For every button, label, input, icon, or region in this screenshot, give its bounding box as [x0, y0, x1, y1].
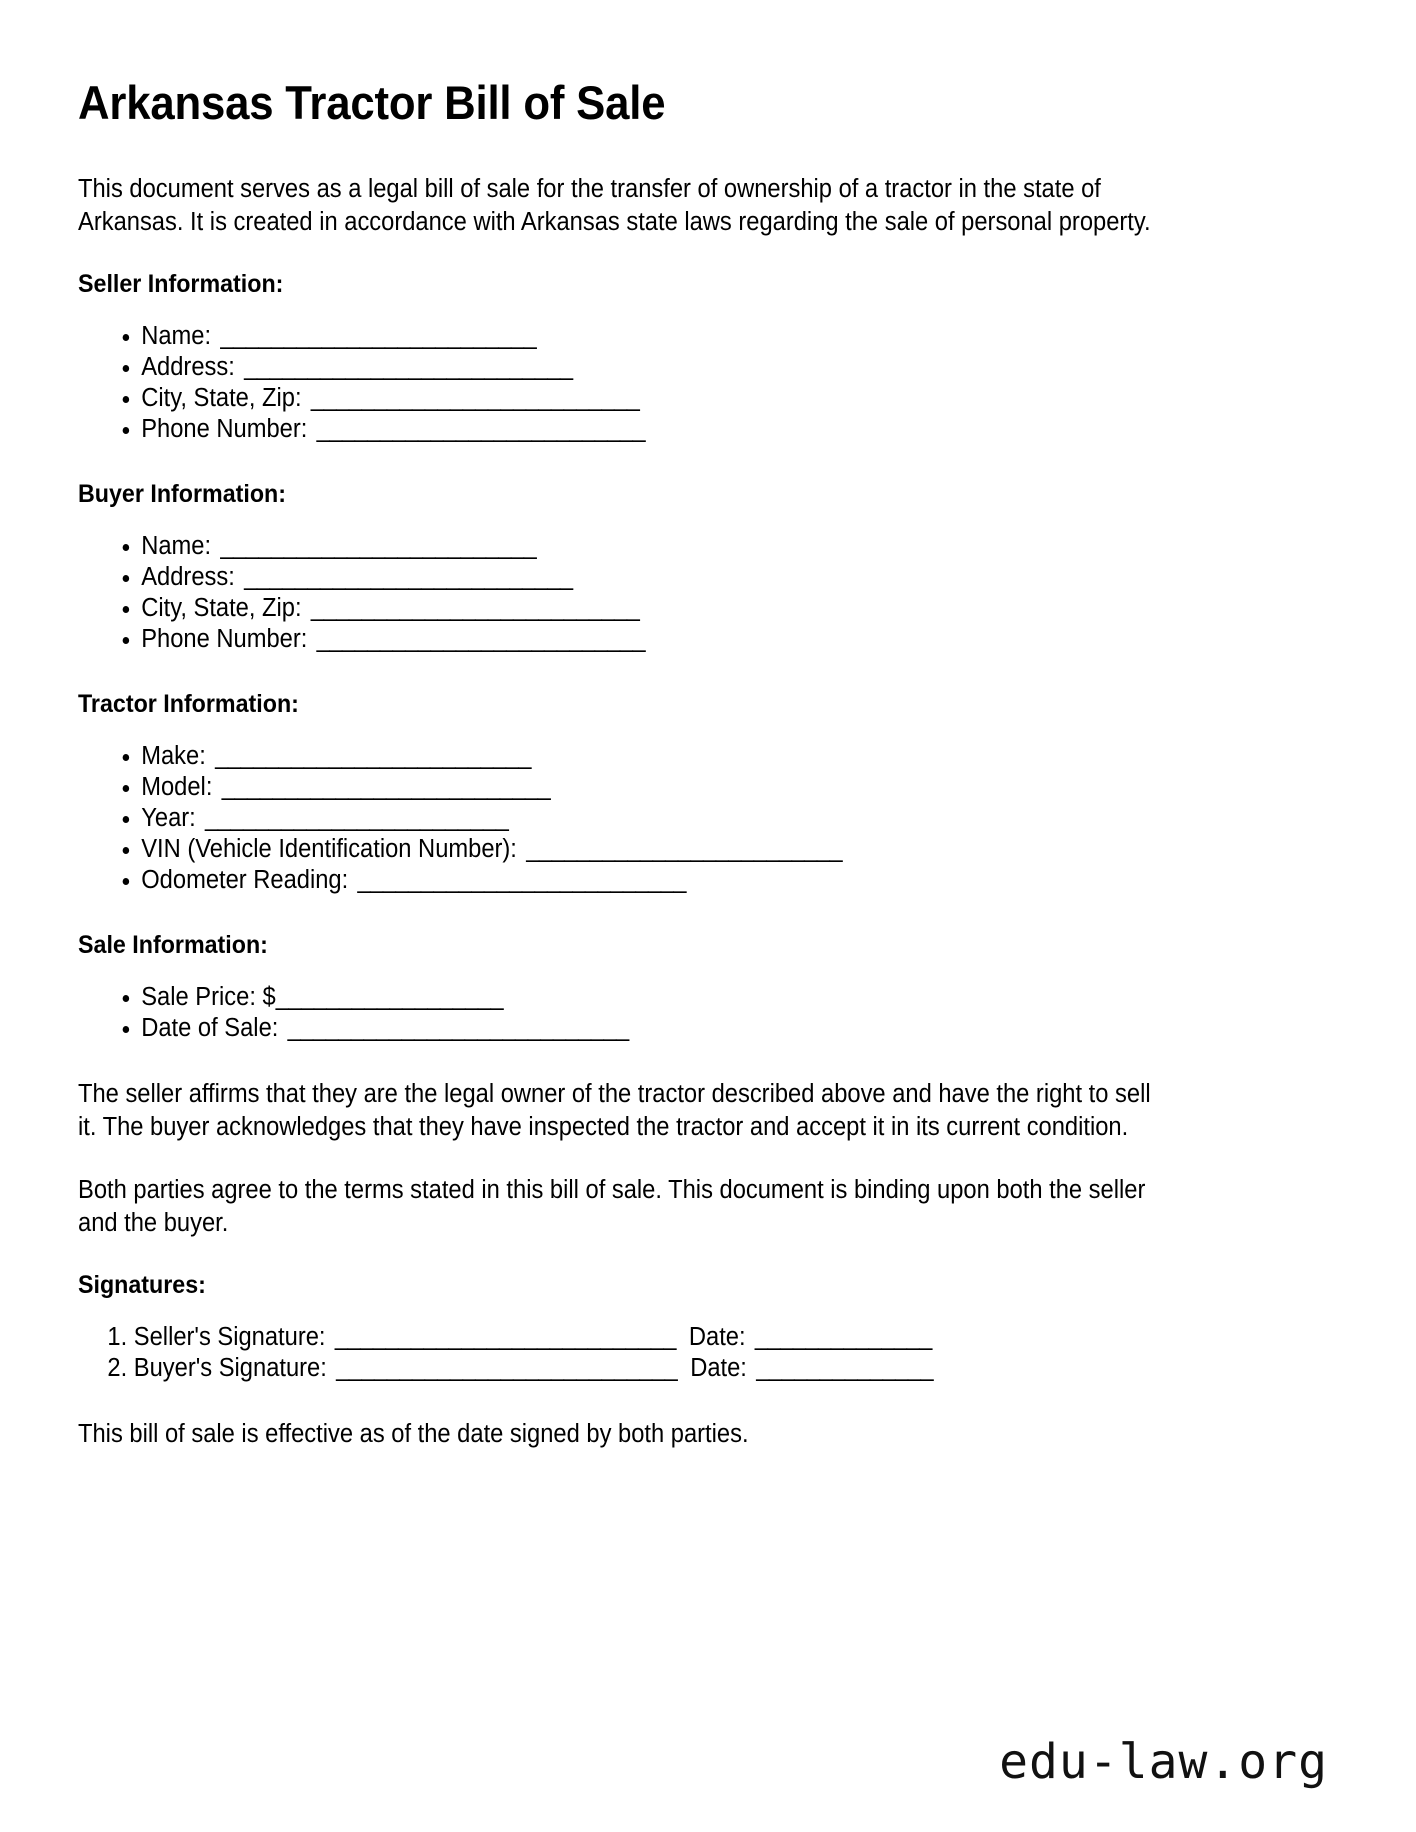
list-item — [141, 593, 1279, 624]
field-label: City, State, Zip: — [141, 383, 302, 412]
date-label: Date: — [690, 1354, 747, 1383]
list-item — [141, 803, 1279, 834]
tractor-information-heading: Tractor Information: — [78, 689, 299, 718]
document-body — [78, 78, 1370, 1451]
intro-paragraph: This document serves as a legal bill of sale for the transfer of ownership of a tractor in the state of Arkansas. It is created in accordance with Arkansas state laws regarding the sale of personal property. — [78, 174, 1151, 236]
field-label: Address: — [141, 353, 235, 381]
buyer-information-heading: Buyer Information: — [78, 479, 286, 508]
field-blank[interactable]: __________________________ — [316, 414, 646, 443]
field-label: Address: — [141, 562, 235, 591]
page-title: Arkansas Tractor Bill of Sale — [78, 76, 666, 129]
list-item — [141, 321, 1279, 352]
list-item — [141, 834, 1279, 865]
field-label: Sale Price: $ — [141, 982, 276, 1011]
seller-information-list — [78, 321, 1280, 445]
list-item — [141, 1013, 1279, 1044]
sale-information-heading: Sale Information: — [78, 930, 268, 959]
field-blank[interactable]: ___________________________ — [287, 1013, 629, 1042]
field-blank[interactable]: __________________________ — [357, 865, 686, 894]
date-blank[interactable]: ______________ — [756, 1354, 934, 1383]
field-label: VIN (Vehicle Identification Number): — [141, 834, 517, 863]
field-blank[interactable]: __________________________ — [310, 593, 640, 622]
field-blank[interactable]: __________________________ — [244, 353, 573, 381]
list-item — [141, 741, 1279, 772]
list-item — [141, 531, 1279, 562]
field-label: Odometer Reading: — [141, 865, 349, 894]
list-item — [141, 383, 1279, 414]
field-label: Make: — [141, 741, 206, 770]
affirmation-paragraph: The seller affirms that they are the legal owner of the tractor described above and have the right to sell it. The buyer acknowledges that they have inspected the tractor and accept it in its current condition. — [78, 1079, 1151, 1141]
field-blank[interactable]: _________________________ — [220, 322, 537, 351]
field-label: Model: — [141, 772, 213, 801]
tractor-information-list — [78, 741, 1280, 896]
buyer-information-list — [78, 531, 1280, 655]
field-blank[interactable]: ________________________ — [205, 803, 509, 832]
field-label: Date of Sale: — [141, 1013, 279, 1042]
field-label: City, State, Zip: — [141, 593, 302, 622]
effective-paragraph: This bill of sale is effective as of the date signed by both parties. — [78, 1420, 749, 1449]
signature-blank[interactable]: ___________________________ — [334, 1323, 676, 1352]
sale-information-list — [78, 982, 1280, 1044]
field-blank[interactable]: __________________________ — [244, 562, 573, 591]
site-watermark: edu-law.org — [999, 1734, 1328, 1790]
field-label: Name: — [141, 531, 212, 560]
signature-label: Buyer's Signature: — [133, 1354, 327, 1383]
field-blank[interactable]: __________________________ — [310, 383, 640, 412]
list-item — [141, 772, 1279, 803]
list-item — [141, 562, 1279, 593]
field-blank[interactable]: _________________________ — [526, 834, 842, 863]
signatures-heading: Signatures: — [78, 1271, 206, 1300]
list-item — [141, 982, 1279, 1013]
list-item — [141, 865, 1279, 896]
agreement-paragraph: Both parties agree to the terms stated in this bill of sale. This document is binding upon both the seller and the buyer. — [78, 1175, 1146, 1237]
signatures-list — [78, 1322, 1280, 1384]
date-label: Date: — [688, 1323, 746, 1352]
seller-information-heading: Seller Information: — [78, 270, 284, 299]
field-label: Name: — [141, 322, 212, 351]
field-label: Phone Number: — [141, 414, 308, 443]
field-blank[interactable]: _________________________ — [215, 741, 531, 770]
list-item — [134, 1353, 1280, 1384]
list-item — [141, 414, 1279, 445]
field-blank[interactable]: __________________________ — [221, 772, 551, 801]
field-blank[interactable]: __________________ — [275, 982, 504, 1011]
field-label: Year: — [141, 803, 196, 832]
field-blank[interactable]: __________________________ — [316, 624, 646, 653]
field-blank[interactable]: _________________________ — [220, 531, 537, 560]
list-item — [141, 352, 1279, 383]
signature-label: Seller's Signature: — [133, 1323, 326, 1352]
field-label: Phone Number: — [141, 624, 308, 653]
date-blank[interactable]: ______________ — [754, 1323, 932, 1352]
list-item — [141, 624, 1279, 655]
list-item — [134, 1322, 1280, 1353]
signature-blank[interactable]: ___________________________ — [336, 1354, 678, 1383]
